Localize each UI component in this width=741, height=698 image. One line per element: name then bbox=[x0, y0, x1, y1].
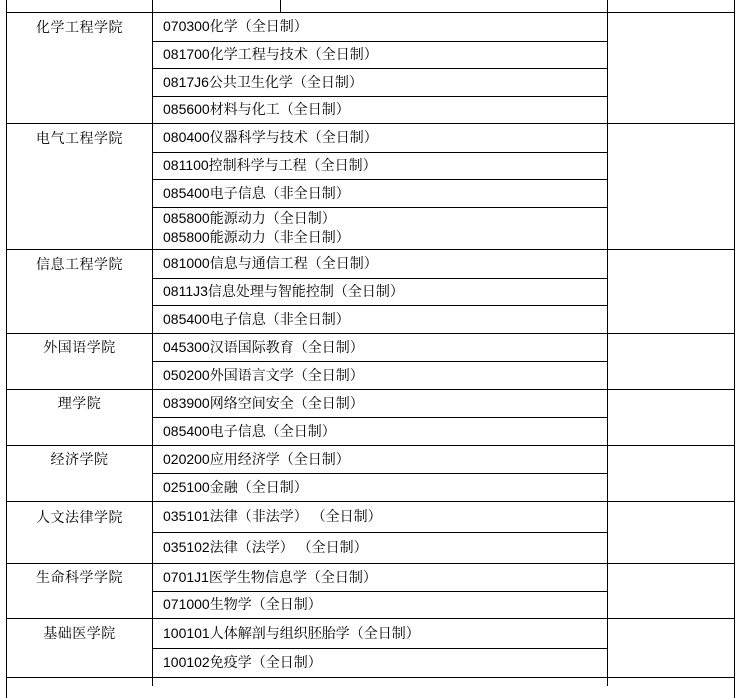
program-text: 070300化学（全日制） bbox=[163, 18, 308, 35]
program-cell bbox=[153, 390, 607, 418]
program-cell bbox=[153, 648, 607, 677]
program-text: 035102法律（法学） （全日制） bbox=[163, 539, 368, 556]
program-cell bbox=[153, 502, 607, 533]
program-text: 050200外国语言文学（全日制） bbox=[163, 366, 364, 383]
program-cell bbox=[153, 124, 607, 152]
program-list bbox=[153, 564, 608, 618]
college-cell bbox=[7, 619, 153, 677]
program-cell bbox=[153, 334, 607, 362]
college-name: 理学院 bbox=[57, 395, 102, 412]
program-cell bbox=[153, 446, 607, 474]
college-name: 外国语学院 bbox=[43, 339, 116, 356]
program-text: 083900网络空间安全（全日制） bbox=[163, 394, 364, 411]
program-text: 100101人体解剖与组织胚胎学（全日制） bbox=[163, 624, 420, 641]
college-name: 人文法律学院 bbox=[36, 508, 123, 525]
program-cell bbox=[153, 68, 607, 96]
program-text: 080400仪器科学与技术（全日制） bbox=[163, 129, 378, 146]
admissions-table bbox=[6, 0, 735, 698]
college-cell bbox=[7, 334, 153, 389]
college-cell bbox=[7, 446, 153, 501]
program-text: 100102免疫学（全日制） bbox=[163, 654, 322, 670]
program-text: 071000生物学（全日制） bbox=[163, 596, 322, 612]
program-text: 085400电子信息（非全日制） bbox=[163, 184, 350, 201]
college-cell bbox=[7, 502, 153, 563]
partial-row-bottom bbox=[7, 678, 734, 686]
college-section-economics bbox=[7, 446, 734, 502]
college-name: 化学工程学院 bbox=[36, 18, 123, 35]
partial-cell bbox=[153, 678, 608, 686]
program-text: 020200应用经济学（全日制） bbox=[163, 450, 350, 467]
program-cell bbox=[153, 152, 607, 180]
note-cell bbox=[608, 13, 734, 123]
note-cell bbox=[608, 390, 734, 445]
college-name: 信息工程学院 bbox=[36, 255, 123, 272]
program-text: 025100金融（全日制） bbox=[163, 478, 308, 495]
note-cell bbox=[608, 446, 734, 501]
note-cell bbox=[608, 502, 734, 563]
program-text: 0811J3信息处理与智能控制（全日制） bbox=[163, 283, 404, 300]
program-list bbox=[153, 390, 608, 445]
partial-cell bbox=[281, 0, 608, 12]
partial-cell bbox=[608, 678, 734, 686]
partial-cell bbox=[7, 0, 153, 12]
partial-cell bbox=[153, 0, 281, 12]
program-list bbox=[153, 619, 608, 677]
note-cell bbox=[608, 250, 734, 333]
college-cell bbox=[7, 13, 153, 123]
college-name: 电气工程学院 bbox=[36, 129, 123, 146]
program-cell bbox=[153, 417, 607, 445]
college-section-information-engineering bbox=[7, 250, 734, 334]
program-text: 0701J1医学生物信息学（全日制） bbox=[163, 568, 377, 585]
program-cell bbox=[153, 207, 607, 250]
program-list bbox=[153, 124, 608, 249]
program-cell bbox=[153, 278, 607, 306]
partial-cell bbox=[608, 0, 734, 12]
note-cell bbox=[608, 619, 734, 677]
program-text: 081000信息与通信工程（全日制） bbox=[163, 255, 378, 272]
college-name: 基础医学院 bbox=[43, 625, 116, 641]
program-text: 085400电子信息（全日制） bbox=[163, 422, 336, 439]
program-list bbox=[153, 446, 608, 501]
college-cell bbox=[7, 390, 153, 445]
program-cell bbox=[153, 250, 607, 278]
college-name: 生命科学学院 bbox=[36, 569, 123, 585]
program-cell bbox=[153, 619, 607, 648]
program-text: 045300汉语国际教育（全日制） bbox=[163, 338, 364, 355]
program-list bbox=[153, 334, 608, 389]
program-cell bbox=[153, 13, 607, 41]
program-list bbox=[153, 502, 608, 563]
college-section-life-sciences bbox=[7, 564, 734, 619]
note-cell bbox=[608, 124, 734, 249]
program-text: 035101法律（非法学） （全日制） bbox=[163, 508, 382, 525]
program-cell bbox=[153, 96, 607, 124]
note-cell bbox=[608, 564, 734, 618]
program-text: 081100控制科学与工程（全日制） bbox=[163, 157, 377, 174]
program-cell bbox=[153, 305, 607, 333]
partial-cell bbox=[7, 678, 153, 686]
partial-row-top bbox=[7, 0, 734, 13]
college-section-science bbox=[7, 390, 734, 446]
program-text: 081700化学工程与技术（全日制） bbox=[163, 46, 378, 63]
college-cell bbox=[7, 564, 153, 618]
college-section-foreign-languages bbox=[7, 334, 734, 390]
program-text: 085800能源动力（非全日制） bbox=[163, 229, 350, 246]
college-section-basic-medicine bbox=[7, 619, 734, 678]
program-text: 085600材料与化工（全日制） bbox=[163, 101, 350, 118]
program-cell bbox=[153, 473, 607, 501]
college-section-humanities-law bbox=[7, 502, 734, 564]
program-cell bbox=[153, 591, 607, 618]
college-section-chemical-engineering bbox=[7, 13, 734, 124]
program-text: 085800能源动力（全日制） bbox=[163, 210, 336, 227]
college-section-electrical-engineering bbox=[7, 124, 734, 250]
program-list bbox=[153, 250, 608, 333]
program-cell bbox=[153, 564, 607, 591]
program-list bbox=[153, 13, 608, 123]
program-cell bbox=[153, 361, 607, 389]
college-name: 经济学院 bbox=[50, 451, 109, 468]
program-text: 0817J6公共卫生化学（全日制） bbox=[163, 73, 363, 90]
note-cell bbox=[608, 334, 734, 389]
program-cell bbox=[153, 41, 607, 69]
college-cell bbox=[7, 250, 153, 333]
program-cell bbox=[153, 179, 607, 207]
program-cell bbox=[153, 532, 607, 563]
college-cell bbox=[7, 124, 153, 249]
program-text: 085400电子信息（非全日制） bbox=[163, 310, 350, 327]
